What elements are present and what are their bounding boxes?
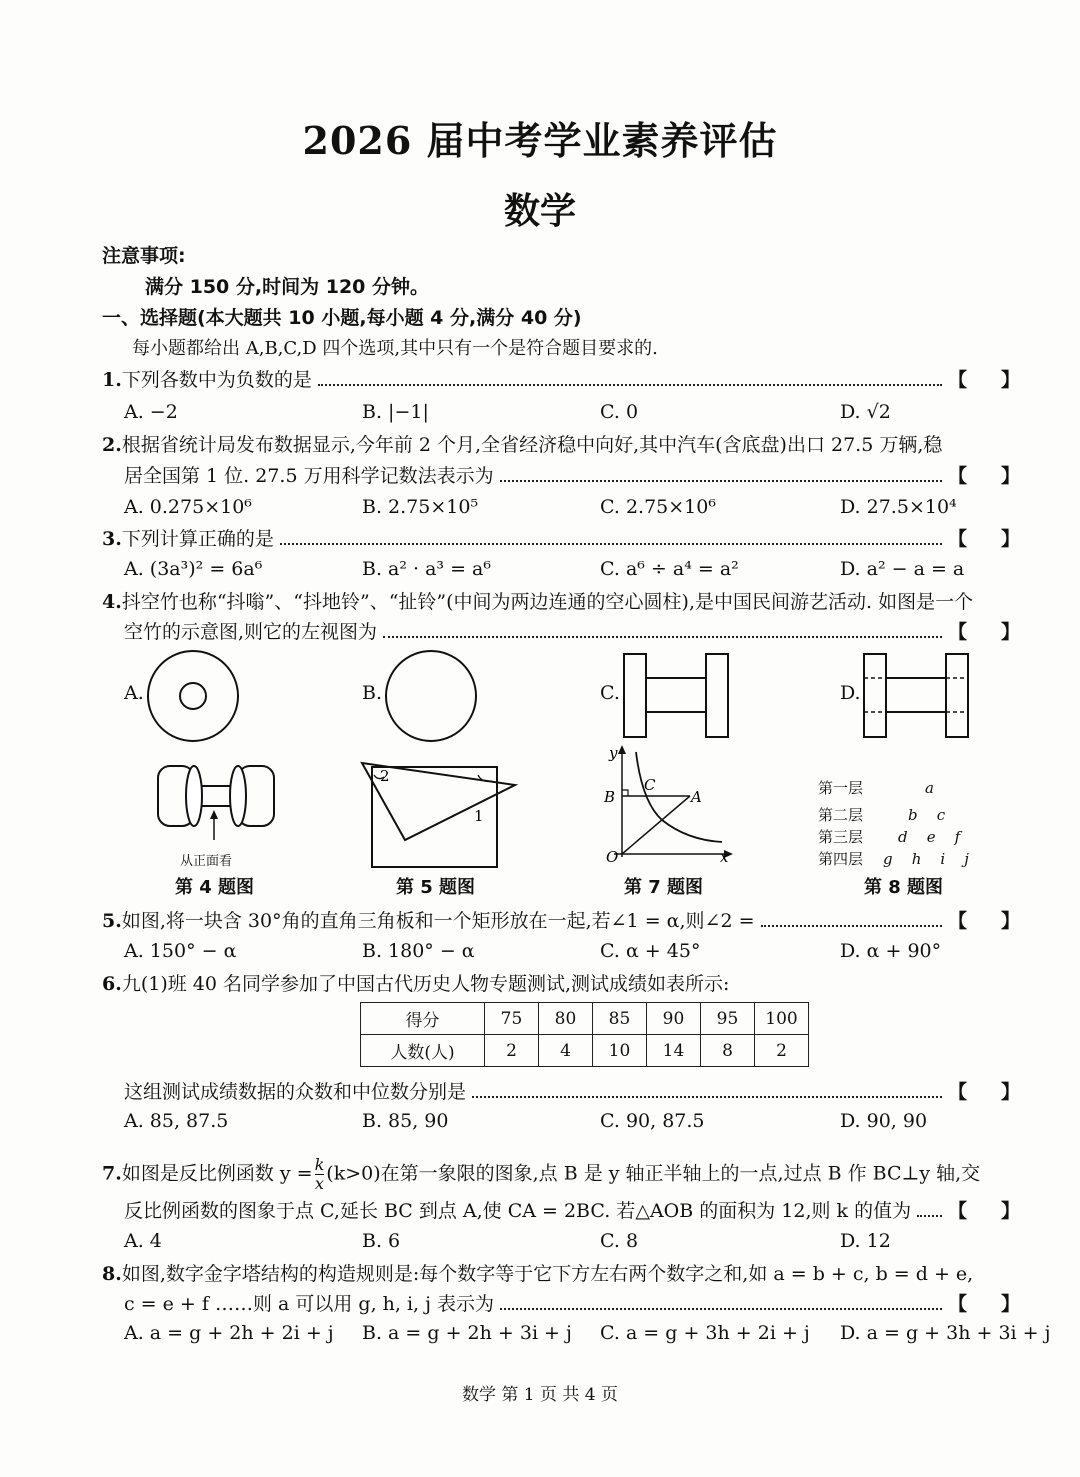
question-4-stem-line1	[102, 589, 1054, 615]
q4-option-b-label[interactable]: B.	[362, 682, 383, 704]
q3-option-b[interactable]: B. a² · a³ = a⁶	[362, 558, 491, 580]
question-number: 1.	[102, 369, 122, 391]
fig7-label-o: O	[606, 848, 619, 866]
q1-option-b[interactable]: B. |−1|	[362, 401, 429, 423]
q7-option-b[interactable]: B. 6	[362, 1230, 401, 1252]
table-header: 人数(人)	[361, 1035, 485, 1067]
leader-dots	[500, 1308, 942, 1310]
q1-option-d[interactable]: D. √2	[840, 401, 891, 423]
fig7-label-x: x	[720, 848, 729, 866]
question-text: 根据省统计局发布数据显示,今年前 2 个月,全省经济稳中向好,其中汽车(含底盘)出口 27.5 万辆,稳	[121, 434, 943, 456]
leader-dots	[280, 543, 942, 545]
answer-bracket[interactable]: 【】	[947, 1200, 1054, 1222]
q7-option-c[interactable]: C. 8	[600, 1230, 639, 1252]
table-cell: 80	[539, 1003, 593, 1035]
question-2-stem-line2	[124, 463, 1054, 489]
table-row	[361, 1003, 809, 1035]
question-text: 如图是反比例函数 y =	[121, 1162, 313, 1185]
table-header: 得分	[361, 1003, 485, 1035]
q2-option-d[interactable]: D. 27.5×10⁴	[840, 496, 957, 518]
question-3-stem	[102, 526, 1054, 552]
question-7-stem-line1	[102, 1156, 1054, 1193]
q8-option-b[interactable]: B. a = g + 2h + 3i + j	[362, 1322, 572, 1344]
q3-option-d[interactable]: D. a² − a = a	[840, 558, 965, 580]
score-table	[360, 1002, 809, 1067]
question-text: 抖空竹也称“抖嗡”、“抖地铃”、“扯铃”(中间为两边连通的空心圆柱),是中国民间游艺活动. 如图是一个	[121, 591, 974, 613]
leader-dots	[917, 1215, 942, 1217]
figure-4-note: 从正面看	[180, 854, 233, 869]
q4-option-c-figure[interactable]	[620, 652, 732, 740]
question-6-question	[124, 1079, 1054, 1105]
q5-option-c[interactable]: C. α + 45°	[600, 940, 701, 962]
leader-dots	[318, 384, 942, 386]
section1-instruction: 每小题都给出 A,B,C,D 四个选项,其中只有一个是符合题目要求的.	[132, 338, 658, 359]
notice-heading: 注意事项:	[102, 245, 186, 267]
table-cell: 4	[539, 1035, 593, 1067]
q4-option-d-label[interactable]: D.	[840, 682, 861, 704]
q1-option-c[interactable]: C. 0	[600, 401, 639, 423]
question-2-stem-line1	[102, 432, 1054, 458]
question-text: 如图,数字金字塔结构的构造规则是:每个数字等于它下方左右两个数字之和,如 a = b + c, b = d + e,	[121, 1263, 974, 1285]
question-6-stem	[102, 971, 1054, 997]
q8-option-d[interactable]: D. a = g + 3h + 3i + j	[840, 1322, 1051, 1344]
question-text: 反比例函数的图象于点 C,延长 BC 到点 A,使 CA = 2BC. 若△AOB 的面积为 12,则 k 的值为	[124, 1200, 912, 1222]
figure-7-caption: 第 7 题图	[624, 877, 704, 898]
q3-option-a[interactable]: A. (3a³)² = 6a⁶	[124, 558, 263, 580]
q4-option-a-figure[interactable]	[145, 648, 241, 744]
question-number: 7.	[102, 1162, 122, 1185]
answer-bracket[interactable]: 【】	[947, 465, 1054, 487]
fig7-label-y: y	[609, 744, 618, 762]
pyramid-row-4: 第四层 g h i j	[818, 850, 969, 868]
question-8-stem-line2	[124, 1291, 1054, 1317]
table-cell: 95	[701, 1003, 755, 1035]
table-row	[361, 1035, 809, 1067]
angle-2-label: 2	[380, 767, 390, 785]
question-text: 下列计算正确的是	[121, 528, 274, 550]
q6-option-a[interactable]: A. 85, 87.5	[124, 1110, 229, 1132]
q6-option-d[interactable]: D. 90, 90	[840, 1110, 928, 1132]
q8-option-c[interactable]: C. a = g + 3h + 2i + j	[600, 1322, 810, 1344]
question-8-stem-line1	[102, 1261, 1054, 1287]
exam-title: 2026 届中考学业素养评估	[302, 118, 778, 163]
q2-option-c[interactable]: C. 2.75×10⁶	[600, 496, 716, 518]
question-number: 4.	[102, 591, 122, 613]
figure-4-diabolo	[150, 758, 280, 843]
fig7-label-c: C	[644, 776, 656, 794]
question-text: c = e + f ……则 a 可以用 g, h, i, j 表示为	[124, 1293, 495, 1315]
answer-bracket[interactable]: 【】	[947, 369, 1054, 391]
q7-option-d[interactable]: D. 12	[840, 1230, 891, 1252]
pyramid-row-3: 第三层 d e f	[818, 828, 961, 846]
answer-bracket[interactable]: 【】	[947, 1081, 1054, 1103]
q5-option-a[interactable]: A. 150° − α	[124, 940, 237, 962]
q4-option-c-label[interactable]: C.	[600, 682, 620, 704]
question-text: 下列各数中为负数的是	[121, 369, 312, 391]
answer-bracket[interactable]: 【】	[947, 1293, 1054, 1315]
leader-dots	[472, 1096, 942, 1098]
pyramid-row-2: 第二层 b c	[818, 806, 946, 824]
question-7-stem-line2	[124, 1198, 1054, 1224]
q8-option-a[interactable]: A. a = g + 2h + 2i + j	[124, 1322, 334, 1344]
q6-option-c[interactable]: C. 90, 87.5	[600, 1110, 705, 1132]
q3-option-c[interactable]: C. a⁶ ÷ a⁴ = a²	[600, 558, 739, 580]
q7-option-a[interactable]: A. 4	[124, 1230, 162, 1252]
figure-4-caption: 第 4 题图	[175, 877, 255, 898]
question-text: 空竹的示意图,则它的左视图为	[124, 621, 378, 643]
question-4-stem-line2	[124, 619, 1054, 645]
answer-bracket[interactable]: 【】	[947, 621, 1054, 643]
question-number: 6.	[102, 973, 122, 995]
fig7-label-b: B	[604, 788, 616, 806]
fig7-label-a: A	[691, 788, 702, 806]
table-cell: 90	[647, 1003, 701, 1035]
table-cell: 2	[755, 1035, 809, 1067]
figure-7-inverse-function	[592, 742, 737, 867]
section1-heading: 一、选择题(本大题共 10 小题,每小题 4 分,满分 40 分)	[102, 307, 582, 329]
question-number: 3.	[102, 528, 122, 550]
table-cell: 100	[755, 1003, 809, 1035]
q2-option-a[interactable]: A. 0.275×10⁶	[124, 496, 252, 518]
question-text: 九(1)班 40 名同学参加了中国古代历史人物专题测试,测试成绩如表所示:	[121, 973, 730, 995]
q4-option-a-label[interactable]: A.	[124, 682, 144, 704]
q4-option-d-figure[interactable]	[860, 652, 972, 740]
q5-option-d[interactable]: D. α + 90°	[840, 940, 942, 962]
table-cell: 75	[485, 1003, 539, 1035]
table-cell: 85	[593, 1003, 647, 1035]
figure-5-caption: 第 5 题图	[396, 877, 476, 898]
leader-dots	[383, 636, 942, 638]
angle-1-label: 1	[474, 807, 484, 825]
question-text: (k>0)在第一象限的图象,点 B 是 y 轴正半轴上的一点,过点 B 作 BC⊥y 轴,交	[326, 1162, 981, 1185]
question-number: 5.	[102, 910, 122, 932]
leader-dots	[500, 480, 942, 482]
notice-text: 满分 150 分,时间为 120 分钟。	[145, 276, 429, 298]
figure-5-triangle-rectangle	[360, 755, 520, 870]
figure-8-caption: 第 8 题图	[864, 877, 944, 898]
fraction-k-over-x: $\frac{k}{x}$	[314, 1155, 325, 1193]
q2-option-b[interactable]: B. 2.75×10⁵	[362, 496, 479, 518]
answer-bracket[interactable]: 【】	[947, 528, 1054, 550]
table-cell: 2	[485, 1035, 539, 1067]
table-cell: 14	[647, 1035, 701, 1067]
q6-option-b[interactable]: B. 85, 90	[362, 1110, 449, 1132]
page-footer: 数学 第 1 页 共 4 页	[461, 1385, 619, 1405]
table-cell: 8	[701, 1035, 755, 1067]
question-number: 2.	[102, 434, 122, 456]
question-number: 8.	[102, 1263, 122, 1285]
q5-option-b[interactable]: B. 180° − α	[362, 940, 475, 962]
pyramid-row-1: 第一层 a	[818, 779, 934, 797]
question-text: 居全国第 1 位. 27.5 万用科学记数法表示为	[124, 465, 494, 487]
question-text: 如图,将一块含 30°角的直角三角板和一个矩形放在一起,若∠1 = α,则∠2 =	[121, 910, 755, 932]
subject-title: 数学	[503, 190, 576, 232]
q1-option-a[interactable]: A. −2	[124, 401, 178, 423]
table-cell: 10	[593, 1035, 647, 1067]
question-5-stem	[102, 908, 1054, 934]
question-text: 这组测试成绩数据的众数和中位数分别是	[124, 1081, 467, 1103]
answer-bracket[interactable]: 【】	[947, 910, 1054, 932]
q4-option-b-figure[interactable]	[383, 648, 479, 744]
leader-dots	[761, 925, 942, 927]
question-1-stem	[102, 367, 1054, 393]
